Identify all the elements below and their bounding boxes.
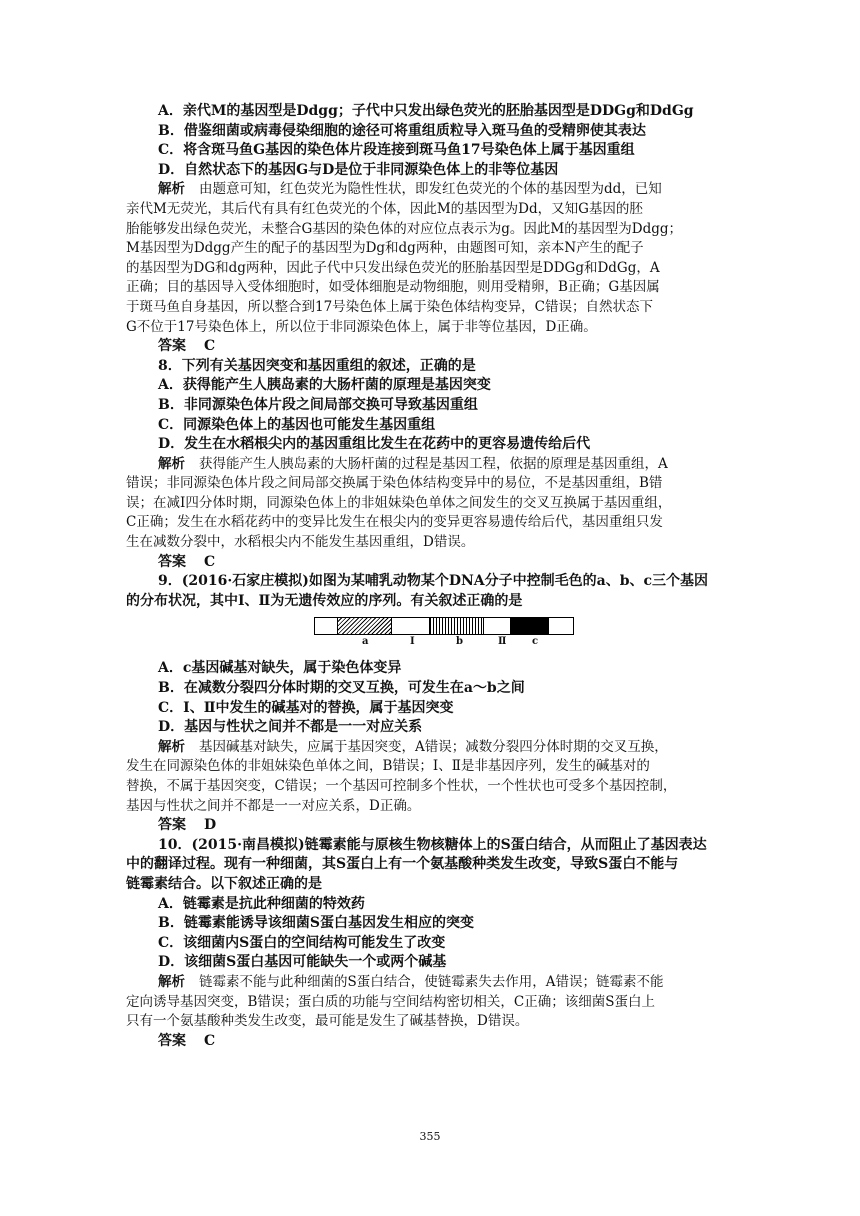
q9-stem: 的分布状况，其中Ⅰ、Ⅱ为无遗传效应的序列。有关叙述正确的是 [126,592,523,609]
q9-option-b: B．在减数分裂四分体时期的交叉互换，可发生在a～b之间 [158,680,525,697]
q9-explanation-line: 基因与性状之间并不都是一一对应关系，D正确。 [126,797,421,814]
q9-explanation-line: 发生在同源染色体的非姐妹染色单体之间，B错误；Ⅰ、Ⅱ是非基因序列，发生的碱基对的 [126,758,650,775]
page-number: 355 [419,1130,441,1143]
q10-answer: 答案 C [158,1032,216,1049]
q7-explanation-line: 于斑马鱼自身基因，所以整合到17号染色体上属于染色体结构变异，C错误；自然状态下 [126,298,654,315]
q8-option-a: A．获得能产生人胰岛素的大肠杆菌的原理是基因突变 [158,377,491,394]
q10-explanation-line: 解析 链霉素不能与此种细菌的S蛋白结合，使链霉素失去作用，A错误；链霉素不能 [158,973,664,990]
q10-option-c: C．该细菌内S蛋白的空间结构可能发生了改变 [158,934,446,951]
q7-option-b: B．借鉴细菌或病毒侵染细胞的途径可将重组质粒导入斑马鱼的受精卵使其表达 [158,122,646,139]
q9-explanation-line: 替换，不属于基因突变，C错误；一个基因可控制多个性状，一个性状也可受多个基因控制， [126,778,677,794]
q8-option-d: D．发生在水稻根尖内的基因重组比发生在花药中的更容易遗传给后代 [158,436,591,453]
q9-stem: 9．(2016·石家庄模拟)如图为某哺乳动物某个DNA分子中控制毛色的a、b、c三个基因 [158,573,709,590]
gene-b-segment [430,618,484,634]
q9-answer: 答案 D [158,817,217,834]
q8-explanation-line: 生在减数分裂中，水稻根尖内不能发生基因重组，D错误。 [126,534,475,551]
q10-option-d: D．该细菌S蛋白基因可能缺失一个或两个碱基 [158,954,447,971]
label-a: a [362,636,369,648]
dna-sequence-figure [126,611,736,659]
q7-explanation-label: 解析 [158,181,185,198]
q10-stem: 中的翻译过程。现有一种细菌，其S蛋白上有一个氨基酸种类发生改变，导致S蛋白不能与 [126,856,679,873]
q10-explanation-line: 只有一个氨基酸种类发生改变，最可能是发生了碱基替换，D错误。 [126,1013,529,1030]
q9-option-a: A．c基因碱基对缺失，属于染色体变异 [158,660,402,677]
label-b: b [456,636,463,648]
dna-segment-bar [314,617,574,635]
q7-explanation-line: 胎能够发出绿色荧光，未整合G基因的染色体的对应位点表示为g。因此M的基因型为Ddgg； [126,220,682,237]
q8-option-b: B．非同源染色体片段之间局部交换可导致基因重组 [158,396,478,413]
q9-option-c: C．Ⅰ、Ⅱ中发生的碱基对的替换，属于基因突变 [158,699,454,716]
q7-explanation-line: 解析 由题意可知，红色荧光为隐性性状，即发红色荧光的个体的基因型为dd，已知 [158,181,662,198]
q7-explanation-line: G不位于17号染色体上，所以位于非同源染色体上，属于非等位基因，D正确。 [126,318,597,335]
q7-answer: 答案 C [158,338,216,355]
q10-option-b: B．链霉素能诱导该细菌S蛋白基因发生相应的突变 [158,915,474,932]
q8-explanation-label: 解析 [158,455,185,472]
q8-explanation-line: 解析 获得能产生人胰岛素的大肠杆菌的过程是基因工程，依据的原理是基因重组，A [158,455,668,472]
q8-stem: 8．下列有关基因突变和基因重组的叙述，正确的是 [158,357,476,374]
dna-segment-blank [549,618,573,634]
gene-a-segment [338,618,392,634]
q7-explanation-line: M基因型为Ddgg产生的配子的基因型为Dg和dg两种，由题图可知，亲本N产生的配子 [126,240,644,257]
q7-option-d: D．自然状态下的基因G与D是位于非同源染色体上的非等位基因 [158,161,559,178]
q7-explanation-line: 亲代M无荧光，其后代有具有红色荧光的个体，因此M的基因型为Dd，又知G基因的胚 [126,200,643,217]
q10-option-a: A．链霉素是抗此种细菌的特效药 [158,895,365,912]
q7-option-a: A．亲代M的基因型是Ddgg；子代中只发出绿色荧光的胚胎基因型是DDGg和DdGg [158,103,694,119]
dna-segment-blank [315,618,338,634]
q10-stem: 链霉素结合。以下叙述正确的是 [126,875,322,892]
page-content [126,102,736,1051]
q7-explanation-line: 正确；目的基因导入受体细胞时，如受体细胞是动物细胞，则用受精卵，B正确；G基因属 [126,279,660,296]
q9-option-d: D．基因与性状之间并不都是一一对应关系 [158,719,423,736]
label-c: c [532,636,539,648]
q10-explanation-line: 定向诱导基因突变，B错误；蛋白质的功能与空间结构密切相关，C正确；该细菌S蛋白上 [126,993,655,1010]
q8-answer: 答案 C [158,553,216,570]
q8-explanation-line: 错误；非同源染色体片段之间局部交换属于染色体结构变异中的易位，不是基因重组，B错 [126,475,663,492]
label-II: Ⅱ [498,636,507,648]
label-I: Ⅰ [410,636,415,648]
q7-explanation-line: 的基因型为DG和dg两种，因此子代中只发出绿色荧光的胚胎基因型是DDGg和DdGg，A [126,259,660,276]
q8-explanation-line: C正确；发生在水稻花药中的变异比发生在根尖内的变异更容易遗传给后代，基因重组只发 [126,514,663,531]
q10-stem: 10．(2015·南昌模拟)链霉素能与原核生物核糖体上的S蛋白结合，从而阻止了基因表达 [158,836,707,853]
q10-explanation-label: 解析 [158,973,185,990]
sequence-II-segment [484,618,511,634]
q8-option-c: C．同源染色体上的基因也可能发生基因重组 [158,416,436,433]
q9-explanation-label: 解析 [158,738,185,755]
gene-c-segment [511,618,549,634]
q8-explanation-line: 误；在减Ⅰ四分体时期，同源染色体上的非姐妹染色单体之间发生的交叉互换属于基因重组， [126,494,672,511]
q7-option-c: C．将含斑马鱼G基因的染色体片段连接到斑马鱼17号染色体上属于基因重组 [158,142,635,159]
sequence-I-segment [392,618,430,634]
q9-explanation-line: 解析 基因碱基对缺失，应属于基因突变，A错误；减数分裂四分体时期的交叉互换， [158,738,668,755]
